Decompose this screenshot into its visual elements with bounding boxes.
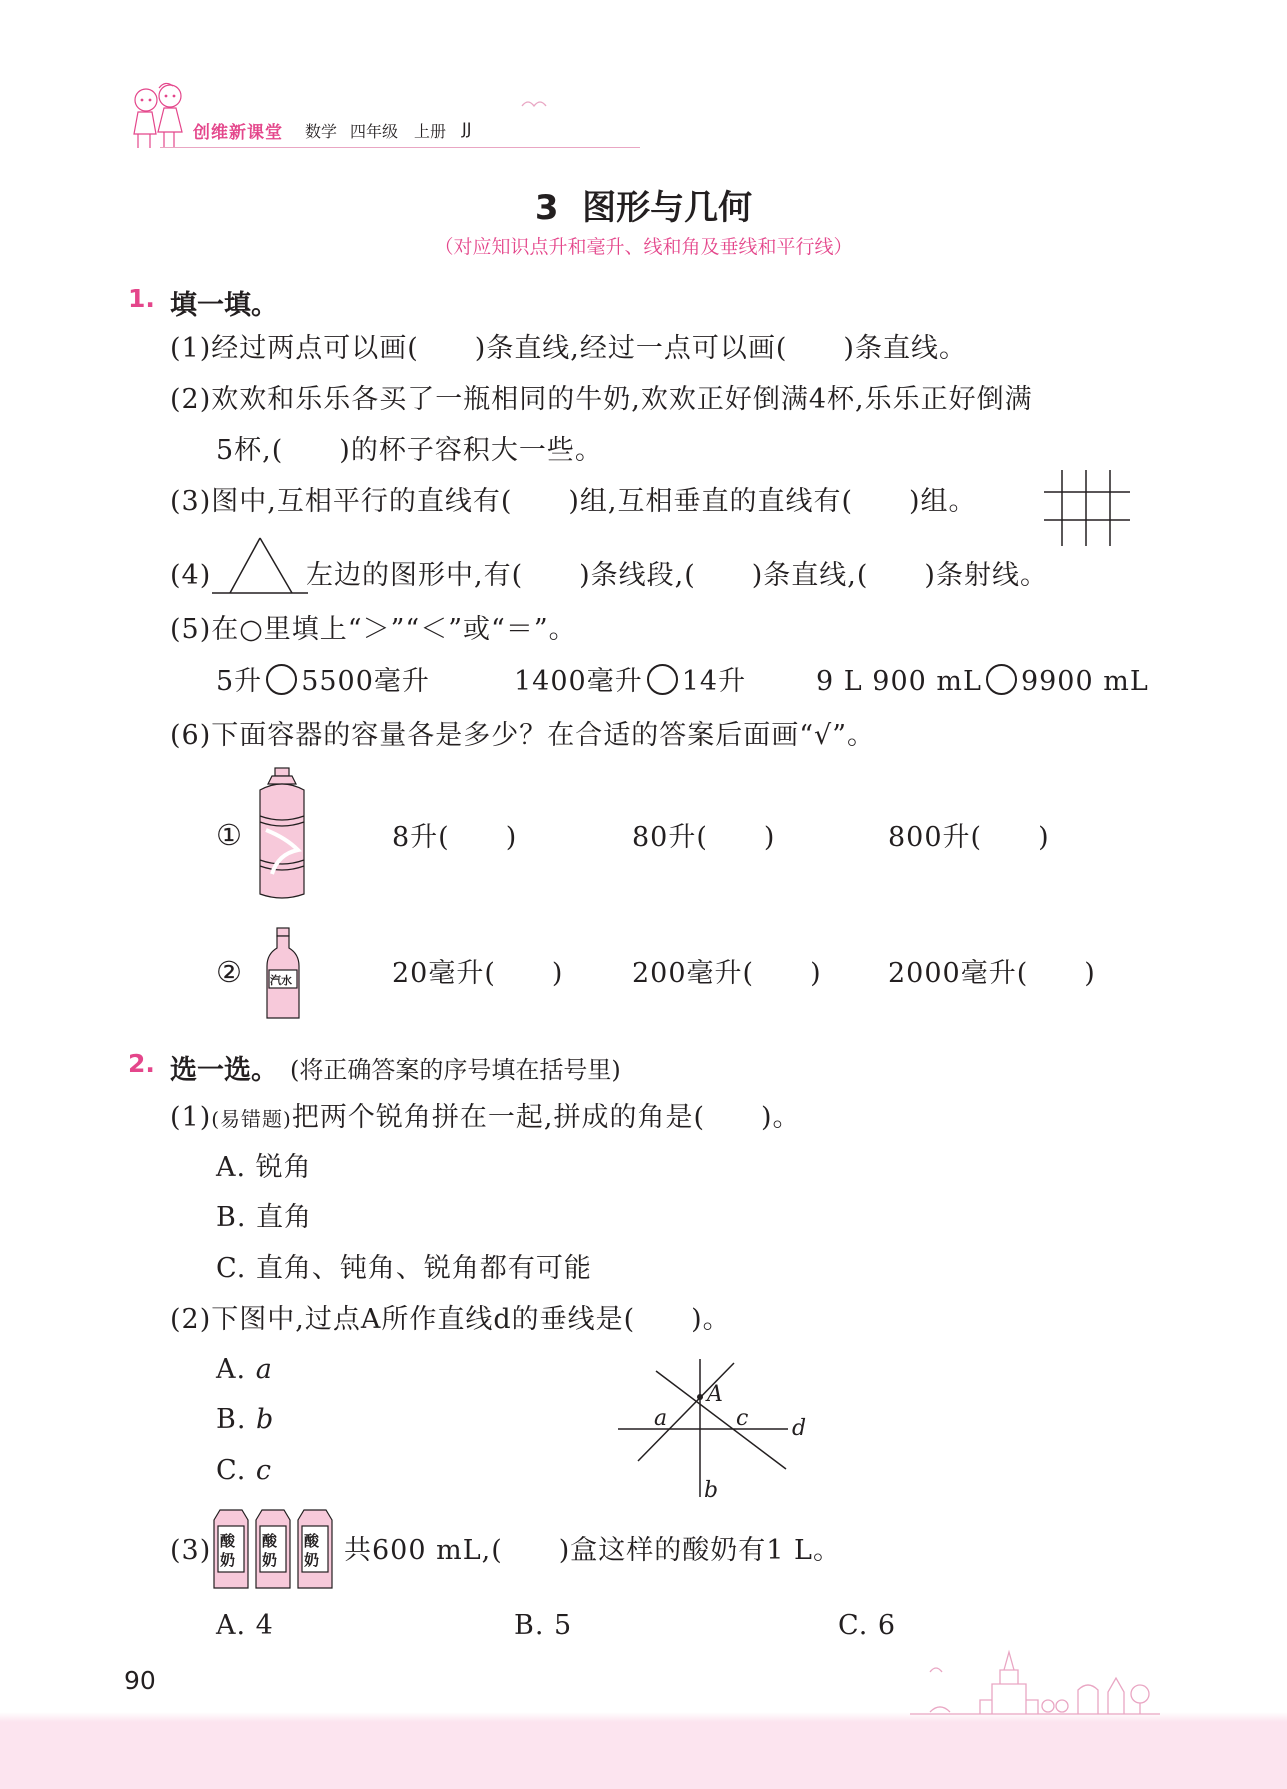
option-b[interactable]: B. 直角 — [216, 1202, 313, 1233]
yogurt-box-label: 酸奶 — [304, 1532, 320, 1569]
line-b-label: b — [704, 1478, 719, 1503]
page-number: 90 — [124, 1666, 156, 1695]
compare-item-1 — [216, 664, 430, 700]
question-1-6: (6)下面容器的容量各是多少？在合适的答案后面画“√”。 — [170, 720, 876, 751]
option-b[interactable]: B. 5 — [514, 1610, 573, 1641]
section2-number: 2. — [128, 1049, 155, 1078]
question-1-3: (3)图中,互相平行的直线有( )组,互相垂直的直线有( )组。 — [170, 486, 977, 517]
question-1-1: (1)经过两点可以画( )条直线,经过一点可以画( )条直线。 — [170, 333, 967, 364]
bird-doodle-icon — [520, 96, 550, 114]
water-jug-icon — [250, 766, 314, 906]
compare-right: 9900 mL — [1020, 666, 1149, 697]
option-a[interactable]: A. a — [216, 1354, 273, 1385]
compare-left: 5升 — [216, 666, 263, 697]
compare-left: 1400毫升 — [514, 666, 643, 697]
capacity-option[interactable]: 800升( ) — [888, 822, 1050, 853]
question-1-4-prefix: (4) — [170, 560, 212, 591]
option-c[interactable]: C. 6 — [838, 1610, 897, 1641]
section1-number: 1. — [128, 284, 155, 313]
option-a[interactable]: A. 锐角 — [216, 1152, 312, 1183]
brand-name: 创维新课堂 — [193, 123, 283, 143]
line-a-label: a — [654, 1406, 668, 1431]
castle-doodle-icon — [900, 1648, 1170, 1718]
header-rule — [160, 147, 640, 148]
compare-item-2 — [514, 664, 746, 700]
question-2-2: (2)下图中,过点A所作直线d的垂线是( )。 — [170, 1304, 731, 1335]
option-a[interactable]: A. 4 — [216, 1610, 274, 1641]
option-c[interactable]: C. 直角、钝角、锐角都有可能 — [216, 1253, 592, 1284]
capacity-option[interactable]: 8升( ) — [392, 822, 518, 853]
question-2-3: 共600 mL,( )盒这样的酸奶有1 L。 — [344, 1535, 841, 1566]
section2-heading-note: (将正确答案的序号填在括号里) — [290, 1056, 621, 1084]
compare-left: 9 L 900 mL — [816, 666, 982, 697]
question-1-2-line2: 5杯,( )的杯子容积大一些。 — [216, 435, 603, 466]
line-c-label: c — [736, 1406, 749, 1431]
compare-item-3 — [816, 664, 1149, 700]
option-c[interactable]: C. c — [216, 1455, 272, 1486]
point-a-label: A — [707, 1382, 723, 1407]
compare-circle-input[interactable] — [647, 664, 678, 695]
question-1-5: (5)在○里填上“＞”“＜”或“＝”。 — [170, 614, 577, 645]
question-2-1 — [170, 1100, 801, 1137]
page-subtitle: （对应知识点升和毫升、线和角及垂线和平行线） — [434, 236, 853, 258]
triangle-lines-figure — [212, 534, 308, 594]
header-grade: 四年级 — [350, 122, 399, 141]
question-1-4: 左边的图形中,有( )条线段,( )条直线,( )条射线。 — [306, 560, 1048, 591]
page-title: 3 图形与几何 — [534, 188, 753, 228]
header-subject: 数学 — [305, 122, 338, 141]
capacity-option[interactable]: 2000毫升( ) — [888, 958, 1096, 989]
cartoon-kids-logo — [126, 80, 194, 154]
option-b[interactable]: B. b — [216, 1404, 275, 1435]
question-2-3-prefix: (3) — [170, 1535, 212, 1566]
header-volume: 上册 — [414, 122, 447, 141]
compare-circle-input[interactable] — [266, 664, 297, 695]
row1-marker: ① — [216, 818, 242, 852]
capacity-option[interactable]: 200毫升( ) — [632, 958, 822, 989]
soda-bottle-label: 汽水 — [270, 974, 292, 987]
question-text: 把两个锐角拼在一起,拼成的角是( )。 — [291, 1102, 801, 1133]
easy-mistake-tag: (易错题) — [211, 1107, 292, 1131]
section2-heading: 选一选。 — [170, 1055, 278, 1086]
footer-band — [0, 1722, 1287, 1789]
yogurt-box-label: 酸奶 — [262, 1532, 278, 1569]
yogurt-box-label: 酸奶 — [220, 1532, 236, 1569]
question-prefix: (1) — [170, 1102, 212, 1133]
question-1-2-line1: (2)欢欢和乐乐各买了一瓶相同的牛奶,欢欢正好倒满4杯,乐乐正好倒满 — [170, 384, 1033, 415]
compare-right: 14升 — [681, 666, 747, 697]
compare-right: 5500毫升 — [301, 666, 430, 697]
section1-heading: 填一填。 — [170, 290, 278, 321]
capacity-option[interactable]: 80升( ) — [632, 822, 776, 853]
line-d-label: d — [792, 1416, 807, 1441]
capacity-option[interactable]: 20毫升( ) — [392, 958, 564, 989]
row2-marker: ② — [216, 955, 242, 989]
compare-circle-input[interactable] — [986, 664, 1017, 695]
grid-lines-figure — [1044, 470, 1130, 546]
header-edition: JJ — [462, 119, 472, 138]
